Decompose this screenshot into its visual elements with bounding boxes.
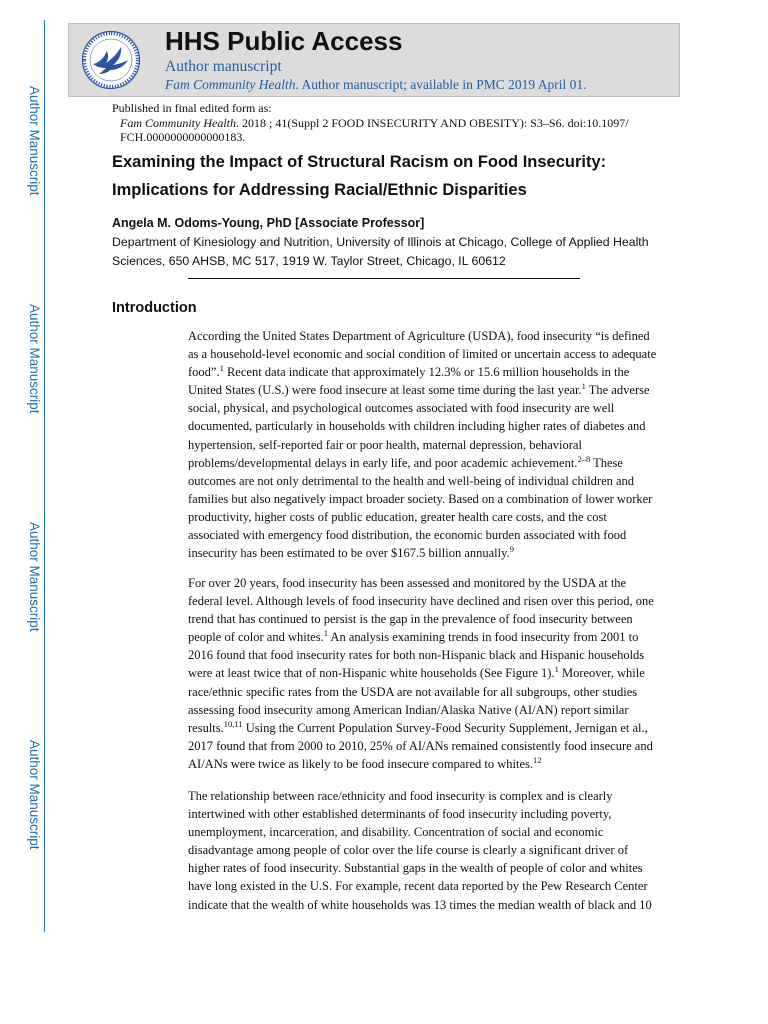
citation-reference: 1 [581,381,586,392]
article-title: Examining the Impact of Structural Racism on Food Insecurity: Implications for Addressing Racial/Ethnic Disparities [112,153,607,199]
availability-line [165,76,586,94]
author-name: Angela M. Odoms-Young, PhD [Associate Professor] [112,216,425,230]
citation-reference: 1 [323,628,328,639]
divider-rule [188,278,580,279]
hhs-eagle-logo-icon [81,30,141,90]
side-label-author-manuscript: Author Manuscript [27,304,42,414]
body-paragraph: According the United States Department of Agriculture (USDA), food insecurity “is defined as a household-level economic and social condition of limited or uncertain access to adequate food”.$^1$ Recent data indicate that approximately 12.3% or 15.6 million households in the United States (U.S.) were food insecure at least some time during the last year.$^1$ The adverse social, physical, and psychological outcomes associated with food insecurity are well documented, particularly in households with children including higher rates of diabetes and hypertension, self-reported fair or poor health, maternal depression, behavioral problems/developmental delays in early life, and poor academic achievement.$^{2-8}$ These outcomes are not only detrimental to the health and well-being of individual children and families but also negatively impact broader society. Based on a combination of lower worker productivity, higher costs of public education, greater health care costs, and the cost associated with emergency food distribution, the economic burden associated with food insecurity has been estimated to be over $167.5 billion annually.$^9$ [188,329,657,561]
hhs-header [68,23,680,97]
journal-name: Fam Community Health [165,77,296,92]
availability-note: . Author manuscript; available in PMC 2019 April 01. [295,77,587,92]
section-heading: Introduction [112,300,197,316]
citation-reference: 12 [533,754,542,765]
published-note: Published in final edited form as: [112,101,272,115]
citation-reference: 10,11 [223,718,243,729]
citation-reference: 1 [219,363,224,374]
citation-details: . 2018 ; 41(Suppl 2 FOOD INSECURITY AND OBESITY): S3–S6. doi:10.1097/ FCH.0000000000000183. [120,116,629,144]
citation-journal: Fam Community Health [120,116,236,130]
citation-reference: 2–8 [577,453,591,464]
side-label-author-manuscript: Author Manuscript [27,86,42,196]
author-affiliation: Department of Kinesiology and Nutrition, University of Illinois at Chicago, College of Applied Health Sciences, 650 AHSB, MC 517, 1919 W. Taylor Street, Chicago, IL 60612 [112,235,649,268]
header-title: HHS Public Access [165,26,403,56]
header-subtitle: Author manuscript [165,58,282,75]
citation-reference: 1 [554,664,559,675]
citation-reference: 9 [509,543,514,554]
body-paragraph: For over 20 years, food insecurity has been assessed and monitored by the USDA at the federal level. Although levels of food insecurity have declined and risen over this period, one trend that has continued to persist is the gap in the prevalence of food insecurity between people of color and whites.$^1$ An analysis examining trends in food insecurity from 2001 to 2016 found that food insecurity rates for both non-Hispanic black and Hispanic households were at least twice that of non-Hispanic white households (See Figure 1).$^1$ Moreover, while race/ethnic specific rates from the USDA are not available for all subgroups, other studies assessing food insecurity among American Indian/Alaska Native (AI/AN) report similar results.$^{10,11}$ Using the Current Population Survey-Food Security Supplement, Jernigan et al., 2017 found that from 2000 to 2010, 25% of AI/ANs remained consistently food insecure and AI/ANs were twice as likely to be food insecure compared to whites.$^{12}$ [188,576,654,771]
citation-line [120,116,668,144]
side-label-author-manuscript: Author Manuscript [27,522,42,632]
side-label-author-manuscript: Author Manuscript [27,740,42,850]
body-paragraph: The relationship between race/ethnicity and food insecurity is complex and is clearly intertwined with other established determinants of food insecurity including poverty, unemployment, incarceration, and disability. Concentration of social and economic disadvantage among people of color over the life course is clearly a significant driver of higher rates of food insecurity. Substantial gaps in the wealth of people of color and whites have long existed in the U.S. For example, recent data reported by the Pew Research Center indicate that the wealth of white households was 13 times the median wealth of black and 10 [188,789,652,912]
